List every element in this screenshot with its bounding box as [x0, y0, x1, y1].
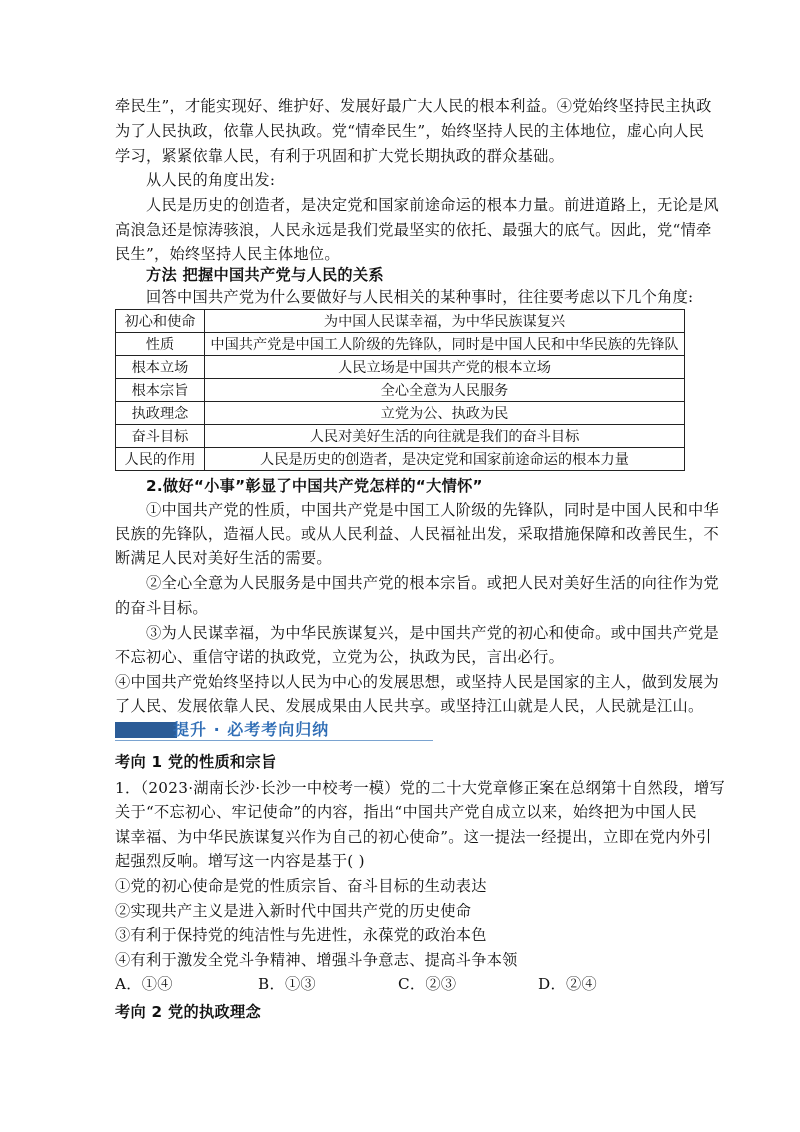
- table-key: 人民的作用: [116, 448, 205, 471]
- paragraph-heading: 从人民的角度出发:: [146, 171, 276, 189]
- paragraph-line: 人民是历史的创造者，是决定党和国家前途命运的根本力量。前进道路上，无论是风: [146, 196, 720, 214]
- paragraph-line: 高浪急还是惊涛骇浪，人民永远是我们党最坚实的依托、最强大的底气。因此，党“情牵: [115, 221, 712, 239]
- question-line: 起强烈反响。增写这一内容是基于( ): [115, 852, 365, 870]
- question-line: 谋幸福、为中华民族谋复兴作为自己的初心使命”。这一提法一经提出，立即在党内外引: [115, 828, 712, 846]
- section2-line: ③为人民谋幸福，为中华民族谋复兴，是中国共产党的初心和使命。或中国共产党是: [146, 624, 720, 642]
- table-row: [116, 310, 685, 333]
- paragraph-line: 学习，紧紧依靠人民，有利于巩固和扩大党长期执政的群众基础。: [115, 147, 565, 165]
- section-banner: [115, 718, 433, 742]
- table-key: 奋斗目标: [116, 425, 205, 448]
- paragraph-line: 牵民生”，才能实现好、维护好、发展好最广大人民的根本利益。④党始终坚持民主执政: [115, 97, 712, 115]
- option-a: A．①④: [115, 975, 173, 993]
- section2-line: 了人民、发展依靠人民、发展成果由人民共享。或坚持江山就是人民，人民就是江山。: [115, 697, 704, 715]
- table-value: 人民立场是中国共产党的根本立场: [205, 356, 685, 379]
- table-row: [116, 402, 685, 425]
- question-line: 1．（2023·湖南长沙·长沙一中校考一模）党的二十大党章修正案在总纲第十自然段，增写: [115, 779, 726, 797]
- statement: ②实现共产主义是进入新时代中国共产党的历史使命: [115, 902, 472, 920]
- section2-line: ④中国共产党始终坚持以人民为中心的发展思想，或坚持人民是国家的主人，做到发展为: [115, 673, 720, 691]
- question-line: 关于“不忘初心、牢记使命”的内容，指出“中国共产党自成立以来，始终把为中国人民: [115, 803, 697, 821]
- section2-line: 民族的先锋队，造福人民。或从人民利益、人民福祉出发，采取措施保障和改善民生，不: [115, 525, 720, 543]
- option-b: B．①③: [258, 975, 316, 993]
- table-value: 为中国人民谋幸福，为中华民族谋复兴: [205, 310, 685, 333]
- banner-rule: [115, 740, 433, 741]
- section2-line: ①中国共产党的性质，中国共产党是中国工人阶级的先锋队，同时是中国人民和中华: [146, 501, 720, 519]
- topic2-title: 考向 2 党的执政理念: [115, 1003, 261, 1021]
- statement: ①党的初心使命是党的性质宗旨、奋斗目标的生动表达: [115, 877, 487, 895]
- table-row: [116, 356, 685, 379]
- paragraph-line: 为了人民执政，依靠人民执政。党“情牵民生”，始终坚持人民的主体地位，虚心向人民: [115, 122, 705, 140]
- banner-title: 提升 · 必考考向归纳: [173, 720, 330, 739]
- table-value: 中国共产党是中国工人阶级的先锋队，同时是中国人民和中华民族的先锋队: [205, 333, 685, 356]
- table-value: 人民是历史的创造者，是决定党和国家前途命运的根本力量: [205, 448, 685, 471]
- section2-line: 不忘初心、重信守诺的执政党，立党为公，执政为民，言出必行。: [115, 648, 565, 666]
- section2-line: 的奋斗目标。: [115, 599, 208, 617]
- table-key: 执政理念: [116, 402, 205, 425]
- table-row: [116, 425, 685, 448]
- table-row: [116, 448, 685, 471]
- option-c: C．②③: [398, 975, 457, 993]
- table-key: 根本宗旨: [116, 379, 205, 402]
- table-row: [116, 379, 685, 402]
- statement: ④有利于激发全党斗争精神、增强斗争意志、提高斗争本领: [115, 951, 518, 969]
- table-key: 初心和使命: [116, 310, 205, 333]
- statement: ③有利于保持党的纯洁性与先进性，永葆党的政治本色: [115, 926, 487, 944]
- table-key: 性质: [116, 333, 205, 356]
- topic1-title: 考向 1 党的性质和宗旨: [115, 753, 277, 771]
- relationship-table: [115, 309, 685, 471]
- section2-line: 断满足人民对美好生活的需要。: [115, 549, 332, 567]
- table-value: 全心全意为人民服务: [205, 379, 685, 402]
- method-intro: 回答中国共产党为什么要做好与人民相关的某种事时，往往要考虑以下几个角度:: [146, 288, 694, 306]
- section2-title: 2.做好“小事”彰显了中国共产党怎样的“大情怀”: [146, 477, 483, 495]
- paragraph-line: 民生”，始终坚持人民主体地位。: [115, 245, 340, 263]
- method-title: 方法 把握中国共产党与人民的关系: [146, 266, 384, 284]
- table-key: 根本立场: [116, 356, 205, 379]
- option-d: D．②④: [538, 975, 597, 993]
- table-row: [116, 333, 685, 356]
- banner-bar: [115, 722, 177, 738]
- table-value: 人民对美好生活的向往就是我们的奋斗目标: [205, 425, 685, 448]
- section2-line: ②全心全意为人民服务是中国共产党的根本宗旨。或把人民对美好生活的向往作为党: [146, 574, 720, 592]
- table-value: 立党为公、执政为民: [205, 402, 685, 425]
